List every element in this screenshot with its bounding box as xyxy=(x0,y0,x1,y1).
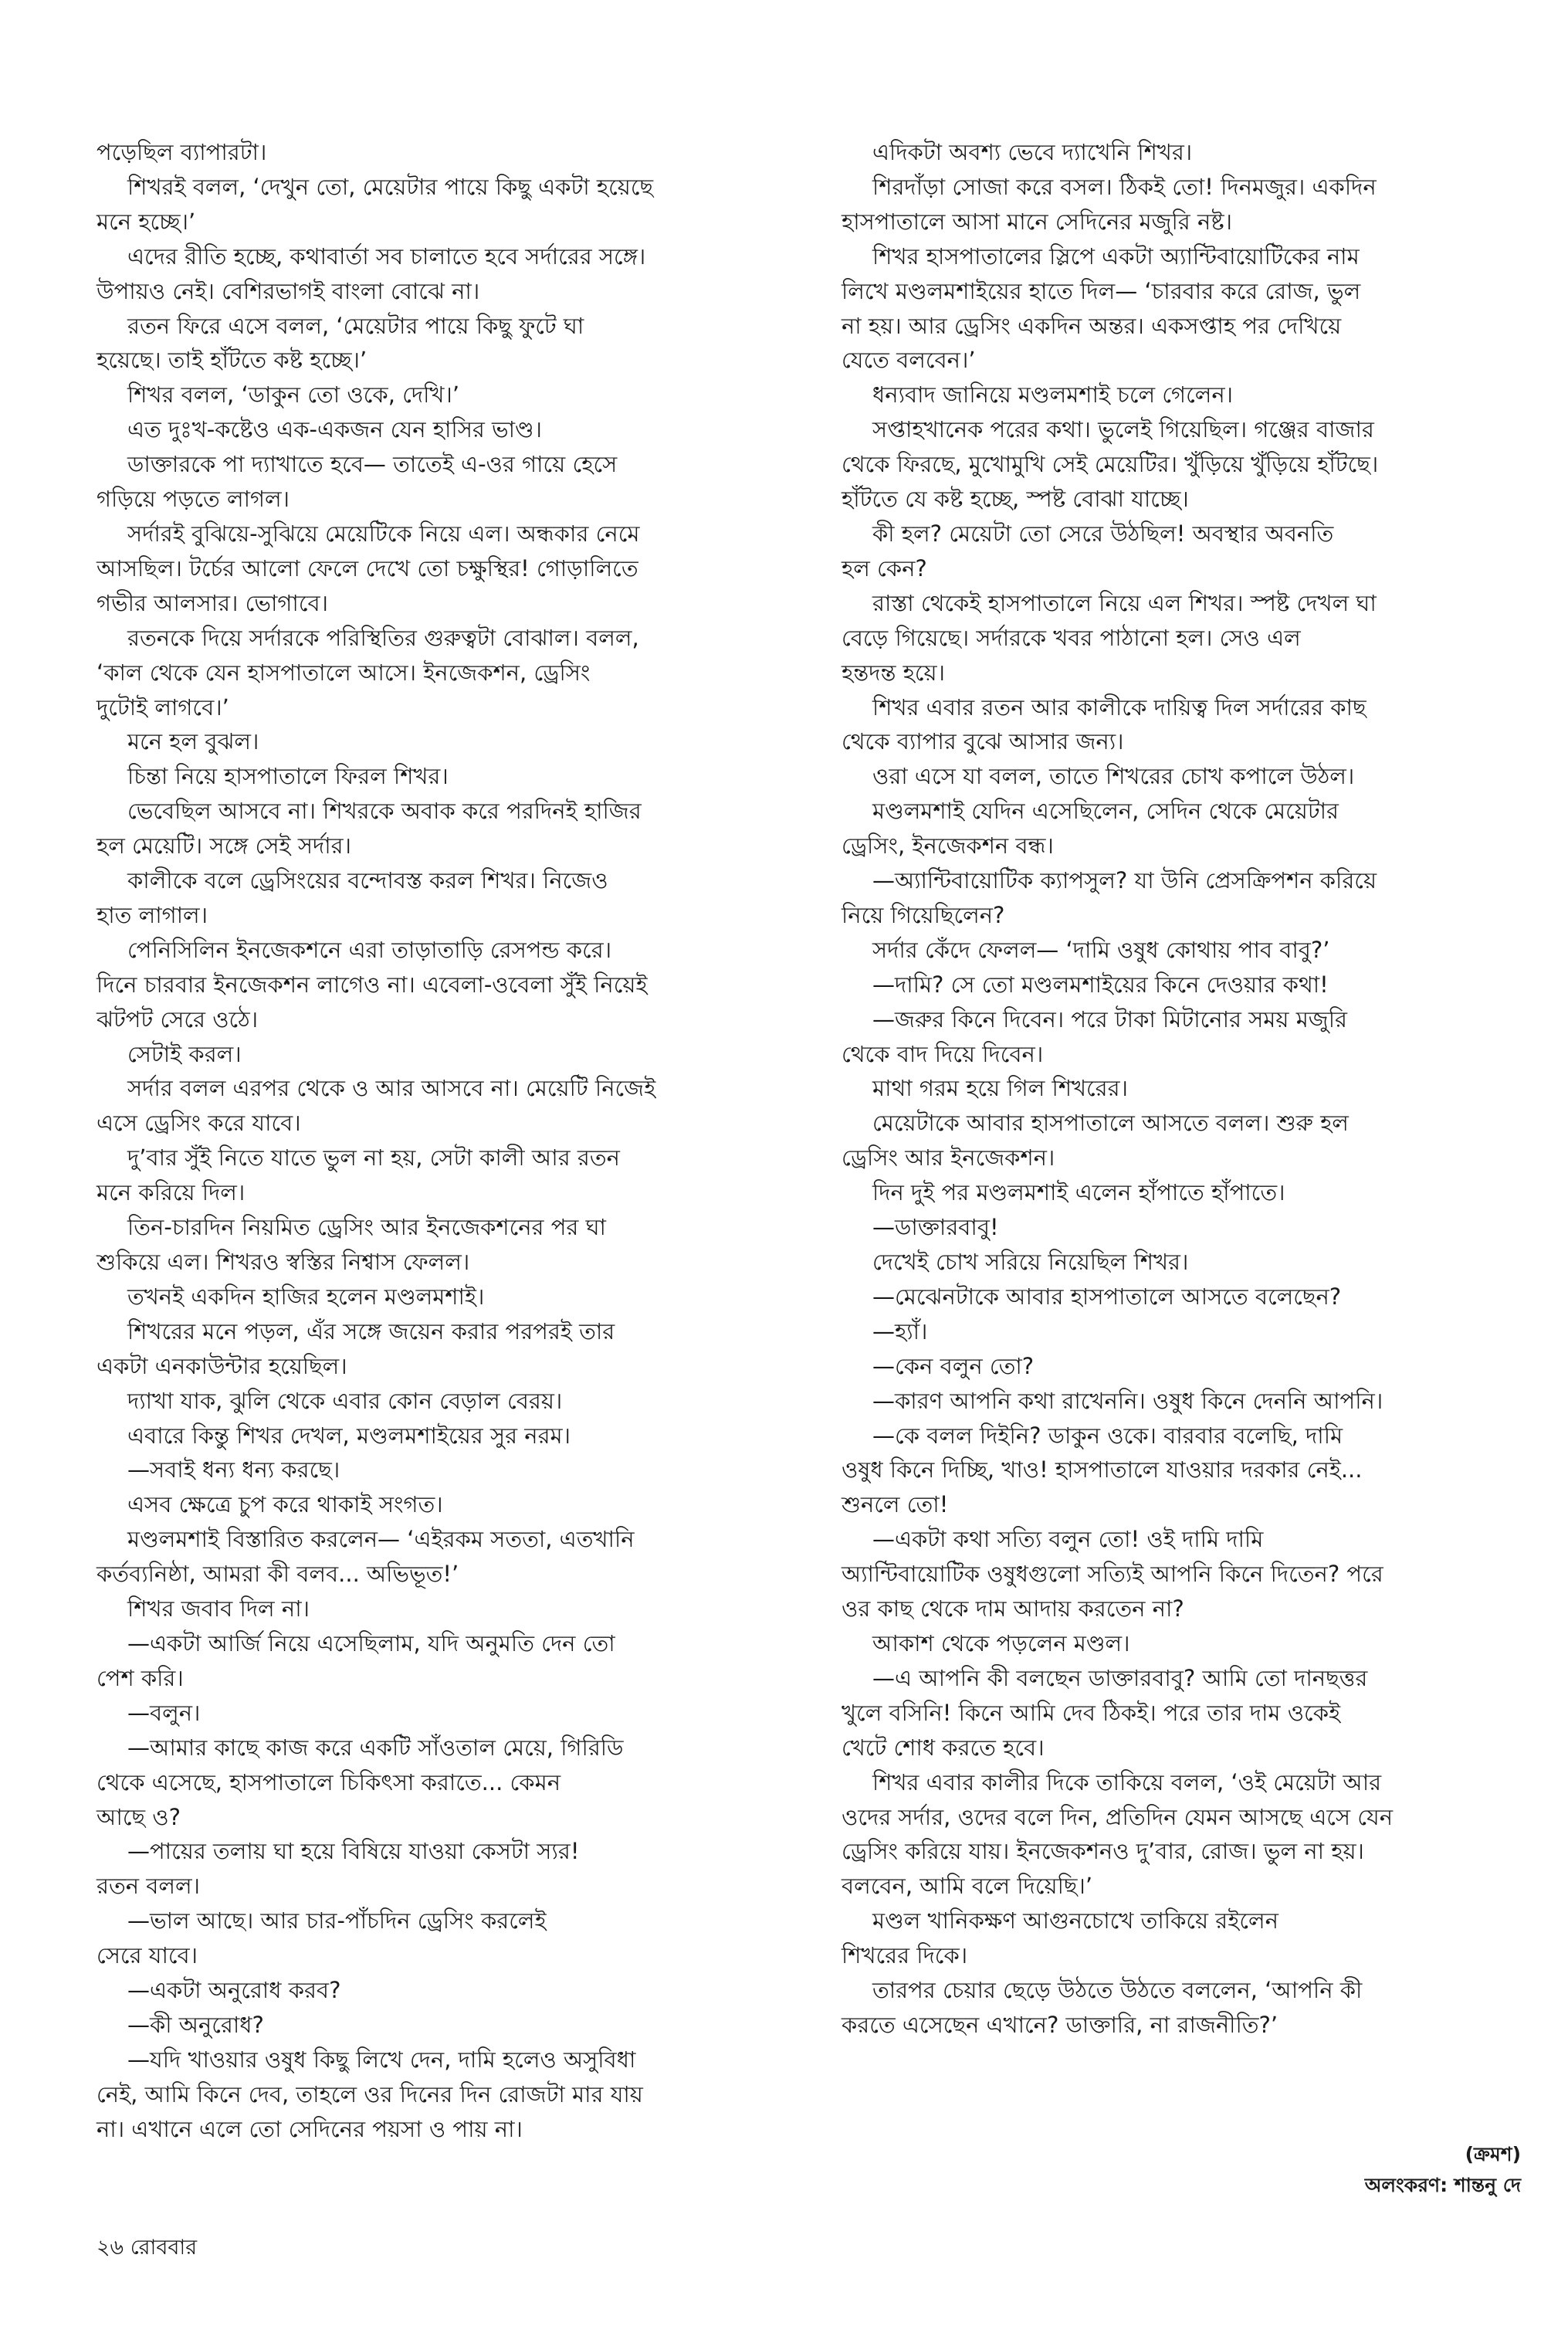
text-line: —কারণ আপনি কথা রাখেননি। ওষুধ কিনে দেননি আপনি। xyxy=(872,1387,1383,1414)
text-line: দিনে চারবার ইনজেকশন লাগেও না। এবেলা-ওবেলা সুঁই নিয়েই xyxy=(97,971,648,998)
text-line: মণ্ডলমশাই যেদিন এসেছিলেন, সেদিন থেকে মেয়েটার xyxy=(872,798,1339,825)
text-line: তারপর চেয়ার ছেড়ে উঠতে উঠতে বললেন, ‘আপনি কী xyxy=(872,1977,1363,2004)
text-line: শিখরের মনে পড়ল, এঁর সঙ্গে জয়েন করার পরপরই তার xyxy=(127,1317,615,1344)
text-line: থেকে এসেছে, হাসপাতালে চিকিৎসা করাতে... কেমন xyxy=(97,1768,561,1795)
text-line: শুকিয়ে এল। শিখরও স্বস্তির নিশ্বাস ফেলল। xyxy=(97,1249,470,1275)
text-line: বেড়ে গিয়েছে। সর্দারকে খবর পাঠানো হল। সেও এল xyxy=(842,624,1301,651)
text-line: এত দুঃখ-কষ্টেও এক-একজন যেন হাসির ভাণ্ড। xyxy=(127,416,543,443)
text-line: এদিকটা অবশ্য ভেবে দ্যাখেনি শিখর। xyxy=(872,139,1193,165)
text-line: এবারে কিন্তু শিখর দেখল, মণ্ডলমশাইয়ের সুর নরম। xyxy=(127,1422,571,1449)
text-line: কালীকে বলে ড্রেসিংয়ের বন্দোবস্ত করল শিখর। নিজেও xyxy=(127,867,608,894)
text-line: খুলে বসিনি! কিনে আমি দেব ঠিকই। পরে তার দাম ওকেই xyxy=(842,1699,1341,1726)
text-line: দেখেই চোখ সরিয়ে নিয়েছিল শিখর। xyxy=(872,1249,1189,1275)
text-line: মণ্ডলমশাই বিস্তারিত করলেন— ‘এইরকম সততা, এতখানি xyxy=(127,1526,635,1553)
text-line: যেতে বলবেন।’ xyxy=(842,347,976,374)
text-line: শিখরই বলল, ‘দেখুন তো, মেয়েটার পায়ে কিছু একটা হয়েছে xyxy=(127,173,654,200)
text-line: হল কেন? xyxy=(842,554,927,582)
text-line: শিখর হাসপাতালের স্লিপে একটা অ্যান্টিবায়োটিকের নাম xyxy=(872,242,1360,270)
text-line: সর্দার বলল এরপর থেকে ও আর আসবে না। মেয়েটি নিজেই xyxy=(127,1075,656,1102)
text-line: তিন-চারদিন নিয়মিত ড্রেসিং আর ইনজেকশনের পর ঘা xyxy=(127,1214,606,1241)
text-line: দিন দুই পর মণ্ডলমশাই এলেন হাঁপাতে হাঁপাতে। xyxy=(872,1179,1285,1206)
text-line: শুনলে তো! xyxy=(842,1491,949,1518)
text-line: উপায়ও নেই। বেশিরভাগই বাংলা বোঝে না। xyxy=(97,277,480,304)
text-line: না হয়। আর ড্রেসিং একদিন অন্তর। একসপ্তাহ পর দেখিয়ে xyxy=(842,312,1342,339)
text-line: তখনই একদিন হাজির হলেন মণ্ডলমশাই। xyxy=(127,1283,485,1310)
text-line: শিখর জবাব দিল না। xyxy=(127,1595,310,1622)
text-line: কী হল? মেয়েটা তো সেরে উঠছিল! অবস্থার অবনতি xyxy=(872,520,1334,547)
text-line: মণ্ডল খানিকক্ষণ আগুনচোখে তাকিয়ে রইলেন xyxy=(872,1907,1278,1934)
text-line: সপ্তাহখানেক পরের কথা। ভুলেই গিয়েছিল। গঞ্জের বাজার xyxy=(872,416,1374,443)
text-line: —বলুন। xyxy=(127,1699,201,1726)
text-line: সেরে যাবে। xyxy=(97,1942,198,1969)
text-line: পেশ করি। xyxy=(97,1664,184,1691)
text-line: অ্যান্টিবায়োটিক ওষুধগুলো সত্যিই আপনি কিনে দিতেন? পরে xyxy=(842,1561,1383,1588)
text-line: ভেবেছিল আসবে না। শিখরকে অবাক করে পরদিনই হাজির xyxy=(127,798,642,825)
text-line: ড্রেসিং, ইনজেকশন বন্ধ। xyxy=(842,832,1054,860)
text-line: —পায়ের তলায় ঘা হয়ে বিষিয়ে যাওয়া কেসটা স্যর! xyxy=(127,1838,580,1865)
text-line: ওদের সর্দার, ওদের বলে দিন, প্রতিদিন যেমন আসছে এসে যেন xyxy=(842,1803,1394,1830)
text-line: মনে হচ্ছে।’ xyxy=(97,208,196,235)
text-line: —কী অনুরোধ? xyxy=(127,2011,264,2038)
text-line: —একটা অনুরোধ করব? xyxy=(127,1977,341,2004)
text-line: সেটাই করল। xyxy=(127,1040,242,1067)
text-line: চিন্তা নিয়ে হাসপাতালে ফিরল শিখর। xyxy=(127,763,449,790)
text-line: মাথা গরম হয়ে গিল শিখরের। xyxy=(872,1075,1128,1102)
text-line: ওরা এসে যা বলল, তাতে শিখরের চোখ কপালে উঠল। xyxy=(872,763,1355,790)
text-line: নিয়ে গিয়েছিলেন? xyxy=(842,901,1005,928)
text-line: রতন ফিরে এসে বলল, ‘মেয়েটার পায়ে কিছু ফুটে ঘা xyxy=(127,312,584,339)
text-line: হল মেয়েটি। সঙ্গে সেই সর্দার। xyxy=(97,832,351,860)
text-line: মেয়েটাকে আবার হাসপাতালে আসতে বলল। শুরু হল xyxy=(872,1110,1349,1137)
text-line: এসে ড্রেসিং করে যাবে। xyxy=(97,1110,301,1137)
text-line: আসছিল। টর্চের আলো ফেলে দেখে তো চক্ষুস্থির! গোড়ালিতে xyxy=(97,554,638,582)
text-line: খেটে শোধ করতে হবে। xyxy=(842,1734,1045,1761)
text-line: শিরদাঁড়া সোজা করে বসল। ঠিকই তো! দিনমজুর। একদিন xyxy=(872,173,1377,200)
text-line: পড়েছিল ব্যাপারটা। xyxy=(97,139,267,165)
text-line: —সবাই ধন্য ধন্য করছে। xyxy=(127,1456,340,1483)
text-line: —হ্যাঁ। xyxy=(872,1317,928,1344)
text-line: ঝটপট সেরে ওঠে। xyxy=(97,1005,259,1032)
text-line: সর্দার কেঁদে ফেলল— ‘দামি ওষুধ কোথায় পাব বাবু?’ xyxy=(872,936,1330,963)
text-line: থেকে বাদ দিয়ে দিবেন। xyxy=(842,1040,1044,1067)
text-line: —কেন বলুন তো? xyxy=(872,1352,1035,1379)
text-line: আছে ও? xyxy=(97,1803,181,1830)
text-line: —একটা আর্জি নিয়ে এসেছিলাম, যদি অনুমতি দেন তো xyxy=(127,1629,615,1656)
text-line: —ডাক্তারবাবু! xyxy=(872,1214,999,1241)
text-line: হন্তদন্ত হয়ে। xyxy=(842,659,946,686)
text-line: শিখরের দিকে। xyxy=(842,1942,968,1969)
text-line: —যদি খাওয়ার ওষুধ কিছু লিখে দেন, দামি হলেও অসুবিধা xyxy=(127,2046,636,2073)
text-line: —কে বলল দিইনি? ডাকুন ওকে। বারবার বলেছি, দামি xyxy=(872,1422,1343,1449)
text-line: ‘কাল থেকে যেন হাসপাতালে আসে। ইনজেকশন, ড্রেসিং xyxy=(97,659,591,686)
text-line: এসব ক্ষেত্রে চুপ করে থাকাই সংগত। xyxy=(127,1491,443,1518)
text-line: দ্যাখা যাক, ঝুলি থেকে এবার কোন বেড়াল বেরয়। xyxy=(127,1387,563,1414)
text-line: হাসপাতালে আসা মানে সেদিনের মজুরি নষ্ট। xyxy=(842,208,1233,235)
continued-label: (ক্রমশ) xyxy=(1465,2143,1521,2165)
text-line: ওষুধ কিনে দিচ্ছি, খাও! হাসপাতালে যাওয়ার দরকার নেই... xyxy=(842,1456,1363,1483)
text-line: করতে এসেছেন এখানে? ডাক্তারি, না রাজনীতি?’ xyxy=(842,2011,1278,2038)
text-line: না। এখানে এলে তো সেদিনের পয়সা ও পায় না। xyxy=(97,2115,523,2142)
text-line: —আমার কাছে কাজ করে একটি সাঁওতাল মেয়ে, গিরিডি xyxy=(127,1734,624,1761)
text-line: রতনকে দিয়ে সর্দারকে পরিস্থিতির গুরুত্বটা বোঝাল। বলল, xyxy=(127,624,639,651)
text-line: শিখর এবার রতন আর কালীকে দায়িত্ব দিল সর্দারের কাছ xyxy=(872,693,1366,721)
article-column-right xyxy=(842,135,1521,2043)
text-line: সর্দারই বুঝিয়ে-সুঝিয়ে মেয়েটিকে নিয়ে এল। অন্ধকার নেমে xyxy=(127,520,640,547)
text-line: —মেঝেনটাকে আবার হাসপাতালে আসতে বলেছেন? xyxy=(872,1283,1342,1310)
text-line: ড্রেসিং করিয়ে যায়। ইনজেকশনও দু’বার, রোজ। ভুল না হয়। xyxy=(842,1838,1364,1865)
text-line: —এ আপনি কী বলছেন ডাক্তারবাবু? আমি তো দানছত্তর xyxy=(872,1664,1368,1691)
text-line: আকাশ থেকে পড়লেন মণ্ডল। xyxy=(872,1629,1130,1656)
text-line: গভীর আলসার। ভোগাবে। xyxy=(97,589,328,616)
text-line: বলবেন, আমি বলে দিয়েছি।’ xyxy=(842,1873,1093,1900)
page-footer: ২৬ রোববার xyxy=(97,2236,198,2260)
text-line: লিখে মণ্ডলমশাইয়ের হাতে দিল— ‘চারবার করে রোজ, ভুল xyxy=(842,277,1361,304)
text-line: এদের রীতি হচ্ছে, কথাবার্তা সব চালাতে হবে সর্দারের সঙ্গে। xyxy=(127,242,646,270)
text-line: ড্রেসিং আর ইনজেকশন। xyxy=(842,1144,1055,1171)
text-line: গড়িয়ে পড়তে লাগল। xyxy=(97,486,290,513)
text-line: —দামি? সে তো মণ্ডলমশাইয়ের কিনে দেওয়ার কথা! xyxy=(872,971,1329,998)
illustration-credit: অলংকরণ: শান্তনু দে xyxy=(1364,2174,1521,2196)
article-column-left xyxy=(97,135,776,2147)
text-line: পেনিসিলিন ইনজেকশনে এরা তাড়াতাড়ি রেসপন্ড করে। xyxy=(127,936,612,963)
text-line: শিখর বলল, ‘ডাকুন তো ওকে, দেখি।’ xyxy=(127,381,460,409)
text-line: হাঁটতে যে কষ্ট হচ্ছে, স্পষ্ট বোঝা যাচ্ছে। xyxy=(842,486,1189,513)
text-line: একটা এনকাউন্টার হয়েছিল। xyxy=(97,1352,347,1379)
text-line: হাত লাগাল। xyxy=(97,901,208,928)
text-line: দু’বার সুঁই নিতে যাতে ভুল না হয়, সেটা কালী আর রতন xyxy=(127,1144,620,1171)
text-line: রতন বলল। xyxy=(97,1873,200,1900)
text-line: —অ্যান্টিবায়োটিক ক্যাপসুল? যা উনি প্রেসক্রিপশন করিয়ে xyxy=(872,867,1377,894)
text-line: —ভাল আছে। আর চার-পাঁচদিন ড্রেসিং করলেই xyxy=(127,1907,547,1934)
text-line: ডাক্তারকে পা দ্যাখাতে হবে— তাতেই এ-ওর গায়ে হেসে xyxy=(127,451,618,478)
text-line: মনে হল বুঝল। xyxy=(127,728,259,755)
text-line: ধন্যবাদ জানিয়ে মণ্ডলমশাই চলে গেলেন। xyxy=(872,381,1234,409)
text-line: থেকে ব্যাপার বুঝে আসার জন্য। xyxy=(842,728,1124,755)
text-line: —জরুর কিনে দিবেন। পরে টাকা মিটানোর সময় মজুরি xyxy=(872,1005,1348,1032)
text-line: হয়েছে। তাই হাঁটতে কষ্ট হচ্ছে।’ xyxy=(97,347,367,374)
text-line: নেই, আমি কিনে দেব, তাহলে ওর দিনের দিন রোজটা মার যায় xyxy=(97,2080,643,2107)
text-line: দুটোই লাগবে।’ xyxy=(97,693,229,721)
text-line: —একটা কথা সত্যি বলুন তো! ওই দামি দামি xyxy=(872,1526,1264,1553)
text-line: রাস্তা থেকেই হাসপাতালে নিয়ে এল শিখর। স্পষ্ট দেখল ঘা xyxy=(872,589,1377,616)
text-line: শিখর এবার কালীর দিকে তাকিয়ে বলল, ‘ওই মেয়েটা আর xyxy=(872,1768,1382,1795)
text-line: ওর কাছ থেকে দাম আদায় করতেন না? xyxy=(842,1595,1184,1622)
text-line: মনে করিয়ে দিল। xyxy=(97,1179,246,1206)
text-line: কর্তব্যনিষ্ঠা, আমরা কী বলব... অভিভূত!’ xyxy=(97,1561,459,1588)
text-line: থেকে ফিরছে, মুখোমুখি সেই মেয়েটির। খুঁড়িয়ে খুঁড়িয়ে হাঁটছে। xyxy=(842,451,1379,478)
